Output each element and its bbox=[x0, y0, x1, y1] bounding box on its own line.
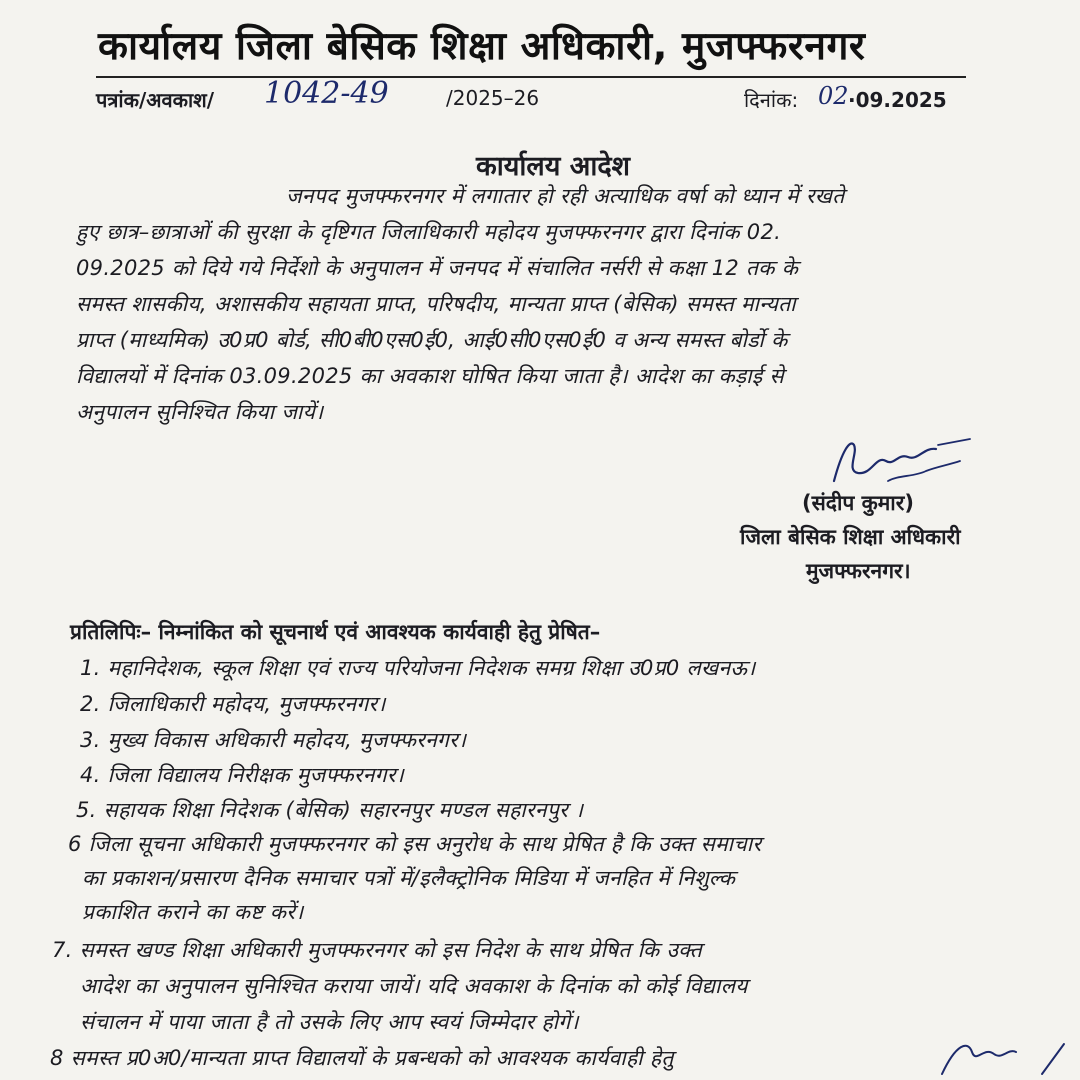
order-heading: कार्यालय आदेश bbox=[476, 151, 631, 182]
signatory-name: (संदीप कुमार) bbox=[802, 491, 914, 515]
copy-list-item: संचालन में पाया जाता है तो उसके लिए आप स्वयं जिम्मेदार होगें। bbox=[80, 1010, 579, 1034]
date-month-year: ·09.2025 bbox=[848, 88, 947, 112]
copy-list-item: 3. मुख्य विकास अधिकारी महोदय, मुजफ्फरनगर। bbox=[80, 728, 467, 752]
copy-list-item: 2. जिलाधिकारी महोदय, मुजफ्फरनगर। bbox=[80, 692, 386, 716]
order-line: अनुपालन सुनिश्चित किया जायें। bbox=[76, 400, 324, 424]
order-line: जनपद मुजफ्फरनगर में लगातार हो रही अत्याधिक वर्षा को ध्यान में रखते bbox=[286, 184, 845, 208]
reference-row bbox=[96, 76, 976, 124]
date-label: दिनांक: bbox=[744, 88, 799, 112]
reference-year: /2025–26 bbox=[446, 86, 540, 110]
reference-prefix: पत्रांक/अवकाश/ bbox=[96, 88, 215, 112]
order-line: हुए छात्र–छात्राओं की सुरक्षा के दृष्टिगत जिलाधिकारी महोदय मुजफ्फरनगर द्वारा दिनांक 02. bbox=[76, 220, 782, 244]
copy-list-item: 5. सहायक शिक्षा निदेशक (बेसिक) सहारनपुर मण्डल सहारनपुर । bbox=[76, 798, 584, 822]
order-line: प्राप्त (माध्यमिक) उ0प्र0 बोर्ड, सी0बी0एस0ई0, आई0सी0एस0ई0 व अन्य समस्त बोर्डो के bbox=[76, 328, 788, 352]
office-title: कार्यालय जिला बेसिक शिक्षा अधिकारी, मुजफ्फरनगर bbox=[98, 24, 866, 69]
signatory-designation: जिला बेसिक शिक्षा अधिकारी bbox=[740, 525, 961, 549]
signature-block bbox=[740, 425, 1060, 595]
order-line: विद्यालयों में दिनांक 03.09.2025 का अवकाश घोषित किया जाता है। आदेश का कड़ाई से bbox=[76, 364, 784, 388]
copy-list-item: 6 जिला सूचना अधिकारी मुजफ्फरनगर को इस अनुरोध के साथ प्रेषित है कि उक्त समाचार bbox=[68, 832, 762, 856]
order-line: समस्त शासकीय, अशासकीय सहायता प्राप्त, परिषदीय, मान्यता प्राप्त (बेसिक) समस्त मान्यता bbox=[76, 292, 796, 316]
copy-list-item: 1. महानिदेशक, स्कूल शिक्षा एवं राज्य परियोजना निदेशक समग्र शिक्षा उ0प्र0 लखनऊ। bbox=[80, 656, 756, 680]
copy-list-item: 8 समस्त प्र0अ0/मान्यता प्राप्त विद्यालयों के प्रबन्धको को आवश्यक कार्यवाही हेतु bbox=[50, 1046, 674, 1070]
reference-number-handwritten: 1042-49 bbox=[264, 76, 389, 111]
copy-list-item: प्रकाशित कराने का कष्ट करें। bbox=[82, 900, 304, 924]
copy-list-item: आदेश का अनुपालन सुनिश्चित कराया जायें। यदि अवकाश के दिनांक को कोई विद्यालय bbox=[80, 974, 748, 998]
copy-list-item: 4. जिला विद्यालय निरीक्षक मुजफ्फरनगर। bbox=[80, 763, 405, 787]
date-day-handwritten: 02 bbox=[818, 82, 849, 110]
order-line: 09.2025 को दिये गये निर्देशो के अनुपालन में जनपद में संचालित नर्सरी से कक्षा 12 तक के bbox=[76, 256, 799, 280]
copy-list-item: 7. समस्त खण्ड शिक्षा अधिकारी मुजफ्फरनगर को इस निदेश के साथ प्रेषित कि उक्त bbox=[52, 938, 703, 962]
corner-initials-icon bbox=[938, 1034, 1068, 1080]
handwritten-signature-icon bbox=[828, 431, 978, 493]
copy-list-item: का प्रकाशन/प्रसारण दैनिक समाचार पत्रों में/इलैक्ट्रोनिक मिडिया में जनहित में निशुल्क bbox=[82, 866, 736, 890]
copy-heading: प्रतिलिपिः– निम्नांकित को सूचनार्थ एवं आवश्यक कार्यवाही हेतु प्रेषित– bbox=[70, 620, 601, 644]
signatory-city: मुजफ्फरनगर। bbox=[806, 559, 911, 583]
title-underline bbox=[96, 76, 966, 78]
